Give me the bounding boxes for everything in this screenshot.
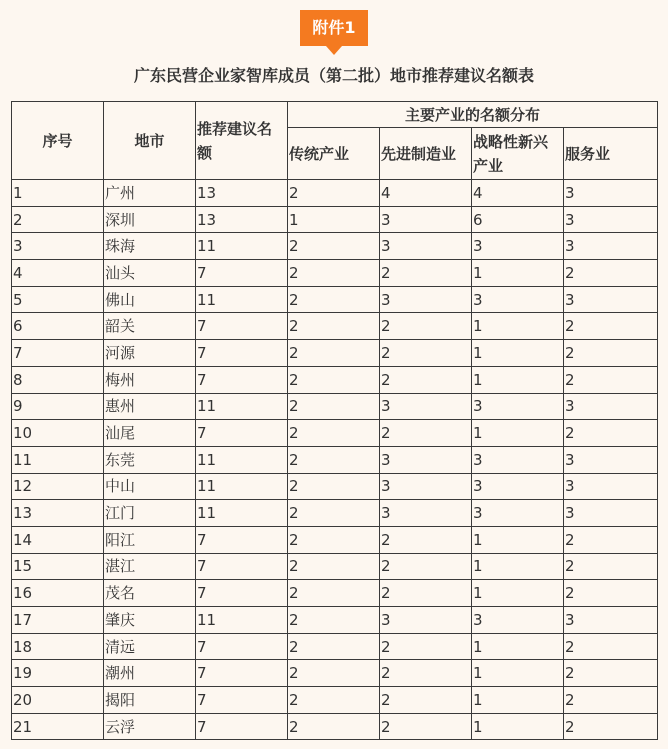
- table-row: [12, 553, 658, 580]
- table-row: [12, 500, 658, 527]
- cell-traditional: 2: [288, 607, 380, 634]
- cell-recommended: 7: [196, 713, 288, 740]
- table-row: [12, 180, 658, 207]
- cell-traditional: 2: [288, 286, 380, 313]
- cell-service: 2: [564, 420, 658, 447]
- cell-seq: 17: [12, 607, 104, 634]
- cell-traditional: 2: [288, 633, 380, 660]
- cell-seq: 4: [12, 260, 104, 287]
- cell-city: 潮州: [104, 660, 196, 687]
- cell-recommended: 7: [196, 313, 288, 340]
- cell-seq: 16: [12, 580, 104, 607]
- cell-recommended: 7: [196, 340, 288, 367]
- cell-service: 3: [564, 286, 658, 313]
- cell-service: 2: [564, 260, 658, 287]
- cell-recommended: 7: [196, 687, 288, 714]
- cell-city: 东莞: [104, 446, 196, 473]
- cell-city: 珠海: [104, 233, 196, 260]
- cell-strategic: 3: [472, 233, 564, 260]
- page-title: 广东民营企业家智库成员（第二批）地市推荐建议名额表: [133, 66, 534, 85]
- cell-recommended: 7: [196, 366, 288, 393]
- cell-traditional: 2: [288, 420, 380, 447]
- cell-traditional: 2: [288, 313, 380, 340]
- cell-traditional: 2: [288, 233, 380, 260]
- cell-traditional: 2: [288, 393, 380, 420]
- cell-service: 3: [564, 446, 658, 473]
- cell-advanced: 3: [380, 286, 472, 313]
- header-traditional: 传统产业: [288, 128, 380, 180]
- cell-seq: 8: [12, 366, 104, 393]
- cell-seq: 1: [12, 180, 104, 207]
- cell-service: 2: [564, 713, 658, 740]
- cell-traditional: 1: [288, 206, 380, 233]
- cell-recommended: 7: [196, 580, 288, 607]
- cell-strategic: 3: [472, 500, 564, 527]
- cell-traditional: 2: [288, 687, 380, 714]
- table-row: [12, 526, 658, 553]
- table-row: [12, 607, 658, 634]
- cell-city: 茂名: [104, 580, 196, 607]
- cell-recommended: 7: [196, 420, 288, 447]
- table-row: [12, 233, 658, 260]
- cell-seq: 11: [12, 446, 104, 473]
- table-row: [12, 633, 658, 660]
- cell-recommended: 7: [196, 660, 288, 687]
- cell-city: 惠州: [104, 393, 196, 420]
- cell-service: 2: [564, 687, 658, 714]
- table-row: [12, 687, 658, 714]
- cell-service: 3: [564, 180, 658, 207]
- header-seq: 序号: [12, 102, 104, 180]
- cell-service: 3: [564, 473, 658, 500]
- cell-seq: 21: [12, 713, 104, 740]
- cell-recommended: 11: [196, 393, 288, 420]
- cell-service: 2: [564, 660, 658, 687]
- cell-advanced: 3: [380, 446, 472, 473]
- cell-service: 2: [564, 340, 658, 367]
- cell-seq: 2: [12, 206, 104, 233]
- cell-strategic: 1: [472, 713, 564, 740]
- cell-recommended: 13: [196, 206, 288, 233]
- cell-strategic: 3: [472, 286, 564, 313]
- cell-recommended: 11: [196, 286, 288, 313]
- cell-city: 汕头: [104, 260, 196, 287]
- cell-service: 2: [564, 553, 658, 580]
- cell-strategic: 4: [472, 180, 564, 207]
- cell-traditional: 2: [288, 660, 380, 687]
- header-recommended: 推荐建议名额: [196, 102, 288, 180]
- table-body: [12, 180, 658, 740]
- cell-seq: 18: [12, 633, 104, 660]
- cell-service: 3: [564, 393, 658, 420]
- cell-traditional: 2: [288, 260, 380, 287]
- cell-seq: 12: [12, 473, 104, 500]
- table-row: [12, 420, 658, 447]
- cell-traditional: 2: [288, 180, 380, 207]
- cell-traditional: 2: [288, 446, 380, 473]
- header-industry-group: 主要产业的名额分布: [288, 102, 658, 128]
- cell-recommended: 11: [196, 446, 288, 473]
- header-city: 地市: [104, 102, 196, 180]
- cell-strategic: 1: [472, 313, 564, 340]
- cell-strategic: 1: [472, 420, 564, 447]
- cell-advanced: 2: [380, 580, 472, 607]
- cell-advanced: 2: [380, 713, 472, 740]
- cell-advanced: 2: [380, 633, 472, 660]
- cell-traditional: 2: [288, 340, 380, 367]
- cell-recommended: 7: [196, 633, 288, 660]
- cell-advanced: 3: [380, 393, 472, 420]
- cell-strategic: 1: [472, 687, 564, 714]
- cell-city: 韶关: [104, 313, 196, 340]
- table-row: [12, 660, 658, 687]
- cell-advanced: 2: [380, 313, 472, 340]
- cell-advanced: 3: [380, 206, 472, 233]
- cell-traditional: 2: [288, 580, 380, 607]
- header-service: 服务业: [564, 128, 658, 180]
- cell-strategic: 3: [472, 607, 564, 634]
- table-row: [12, 473, 658, 500]
- cell-advanced: 3: [380, 607, 472, 634]
- cell-city: 清远: [104, 633, 196, 660]
- cell-traditional: 2: [288, 526, 380, 553]
- cell-city: 中山: [104, 473, 196, 500]
- cell-strategic: 1: [472, 553, 564, 580]
- cell-service: 2: [564, 366, 658, 393]
- cell-recommended: 11: [196, 607, 288, 634]
- table-row: [12, 206, 658, 233]
- cell-traditional: 2: [288, 366, 380, 393]
- cell-service: 3: [564, 500, 658, 527]
- cell-advanced: 2: [380, 553, 472, 580]
- cell-seq: 10: [12, 420, 104, 447]
- cell-traditional: 2: [288, 473, 380, 500]
- cell-city: 河源: [104, 340, 196, 367]
- cell-city: 深圳: [104, 206, 196, 233]
- cell-recommended: 7: [196, 260, 288, 287]
- cell-service: 2: [564, 633, 658, 660]
- cell-strategic: 1: [472, 340, 564, 367]
- cell-advanced: 4: [380, 180, 472, 207]
- cell-city: 江门: [104, 500, 196, 527]
- table-row: [12, 366, 658, 393]
- cell-service: 3: [564, 206, 658, 233]
- cell-advanced: 2: [380, 260, 472, 287]
- quota-table: [11, 101, 658, 740]
- cell-recommended: 7: [196, 526, 288, 553]
- table-header: [12, 102, 658, 180]
- cell-advanced: 2: [380, 526, 472, 553]
- cell-advanced: 3: [380, 500, 472, 527]
- cell-traditional: 2: [288, 713, 380, 740]
- cell-city: 汕尾: [104, 420, 196, 447]
- cell-service: 2: [564, 526, 658, 553]
- cell-seq: 9: [12, 393, 104, 420]
- table-row: [12, 393, 658, 420]
- header-advanced: 先进制造业: [380, 128, 472, 180]
- cell-strategic: 1: [472, 580, 564, 607]
- cell-advanced: 2: [380, 660, 472, 687]
- header-strategic: 战略性新兴产业: [472, 128, 564, 180]
- cell-seq: 7: [12, 340, 104, 367]
- cell-city: 阳江: [104, 526, 196, 553]
- cell-city: 佛山: [104, 286, 196, 313]
- cell-city: 广州: [104, 180, 196, 207]
- cell-seq: 5: [12, 286, 104, 313]
- cell-seq: 19: [12, 660, 104, 687]
- cell-traditional: 2: [288, 500, 380, 527]
- cell-city: 揭阳: [104, 687, 196, 714]
- attachment-badge: [300, 10, 368, 60]
- cell-recommended: 7: [196, 553, 288, 580]
- table-row: [12, 713, 658, 740]
- cell-service: 3: [564, 233, 658, 260]
- cell-strategic: 1: [472, 366, 564, 393]
- attachment-badge-label: 附件1: [300, 10, 368, 46]
- cell-strategic: 1: [472, 526, 564, 553]
- badge-arrow-icon: [326, 46, 342, 55]
- cell-advanced: 2: [380, 366, 472, 393]
- cell-city: 云浮: [104, 713, 196, 740]
- cell-city: 肇庆: [104, 607, 196, 634]
- cell-seq: 6: [12, 313, 104, 340]
- table-row: [12, 580, 658, 607]
- cell-service: 2: [564, 580, 658, 607]
- table-row: [12, 446, 658, 473]
- cell-strategic: 1: [472, 633, 564, 660]
- cell-seq: 13: [12, 500, 104, 527]
- table-row: [12, 313, 658, 340]
- cell-traditional: 2: [288, 553, 380, 580]
- cell-advanced: 3: [380, 233, 472, 260]
- cell-seq: 14: [12, 526, 104, 553]
- cell-seq: 3: [12, 233, 104, 260]
- cell-seq: 20: [12, 687, 104, 714]
- cell-advanced: 2: [380, 420, 472, 447]
- cell-recommended: 11: [196, 473, 288, 500]
- cell-advanced: 2: [380, 687, 472, 714]
- cell-advanced: 3: [380, 473, 472, 500]
- cell-city: 梅州: [104, 366, 196, 393]
- cell-seq: 15: [12, 553, 104, 580]
- cell-recommended: 13: [196, 180, 288, 207]
- table-row: [12, 260, 658, 287]
- cell-service: 3: [564, 607, 658, 634]
- cell-advanced: 2: [380, 340, 472, 367]
- cell-strategic: 1: [472, 660, 564, 687]
- cell-recommended: 11: [196, 233, 288, 260]
- cell-strategic: 3: [472, 393, 564, 420]
- table-row: [12, 286, 658, 313]
- cell-strategic: 3: [472, 473, 564, 500]
- cell-recommended: 11: [196, 500, 288, 527]
- cell-strategic: 3: [472, 446, 564, 473]
- cell-service: 2: [564, 313, 658, 340]
- cell-strategic: 1: [472, 260, 564, 287]
- cell-city: 湛江: [104, 553, 196, 580]
- table-row: [12, 340, 658, 367]
- cell-strategic: 6: [472, 206, 564, 233]
